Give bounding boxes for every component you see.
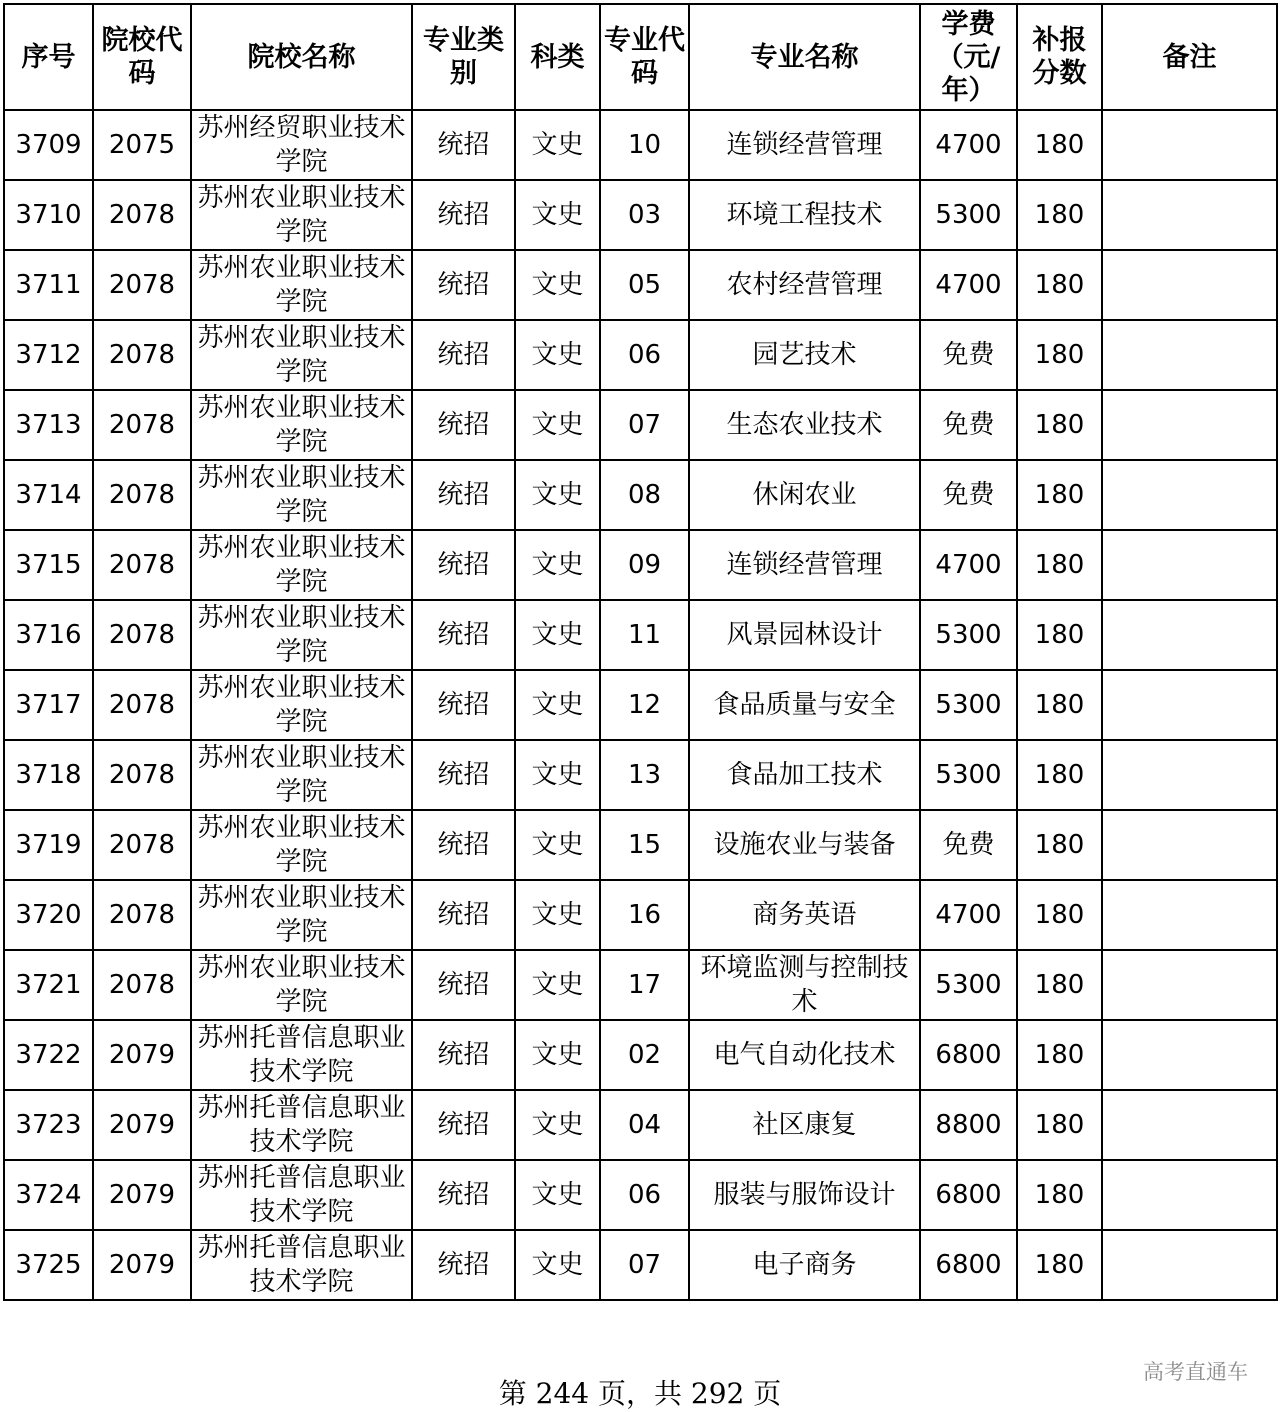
cell-remarks [1102, 1090, 1277, 1160]
cell-tuition: 4700 [920, 250, 1017, 320]
cell-major-code: 15 [600, 810, 689, 880]
cell-major-category: 统招 [412, 1090, 515, 1160]
cell-subject: 文史 [515, 320, 600, 390]
cell-score: 180 [1017, 810, 1102, 880]
cell-major-name: 连锁经营管理 [689, 530, 920, 600]
cell-remarks [1102, 810, 1277, 880]
cell-tuition: 免费 [920, 320, 1017, 390]
cell-school-name: 苏州农业职业技术学院 [191, 810, 412, 880]
cell-major-code: 08 [600, 460, 689, 530]
table-row [4, 390, 1277, 460]
cell-major-code: 02 [600, 1020, 689, 1090]
cell-seq: 3722 [4, 1020, 93, 1090]
cell-major-category: 统招 [412, 250, 515, 320]
cell-tuition: 5300 [920, 180, 1017, 250]
cell-seq: 3712 [4, 320, 93, 390]
cell-school-name: 苏州农业职业技术学院 [191, 320, 412, 390]
table-row [4, 880, 1277, 950]
cell-remarks [1102, 600, 1277, 670]
cell-school-name: 苏州经贸职业技术学院 [191, 110, 412, 180]
cell-major-code: 06 [600, 320, 689, 390]
cell-tuition: 6800 [920, 1020, 1017, 1090]
cell-tuition: 4700 [920, 110, 1017, 180]
cell-school-name: 苏州农业职业技术学院 [191, 180, 412, 250]
cell-school-name: 苏州农业职业技术学院 [191, 460, 412, 530]
cell-major-name: 连锁经营管理 [689, 110, 920, 180]
header-major-category: 专业类别 [412, 4, 515, 110]
cell-school-name: 苏州农业职业技术学院 [191, 950, 412, 1020]
cell-school-code: 2078 [93, 250, 191, 320]
cell-major-category: 统招 [412, 950, 515, 1020]
cell-school-code: 2079 [93, 1020, 191, 1090]
cell-school-name: 苏州农业职业技术学院 [191, 740, 412, 810]
table-row [4, 530, 1277, 600]
cell-tuition: 6800 [920, 1230, 1017, 1300]
cell-score: 180 [1017, 880, 1102, 950]
cell-school-name: 苏州农业职业技术学院 [191, 880, 412, 950]
header-remarks: 备注 [1102, 4, 1277, 110]
table-row [4, 1020, 1277, 1090]
table-body [4, 110, 1277, 1300]
table-row [4, 180, 1277, 250]
admissions-table [3, 3, 1278, 1301]
cell-subject: 文史 [515, 600, 600, 670]
cell-school-code: 2078 [93, 740, 191, 810]
cell-seq: 3717 [4, 670, 93, 740]
cell-major-code: 13 [600, 740, 689, 810]
cell-major-category: 统招 [412, 460, 515, 530]
cell-subject: 文史 [515, 250, 600, 320]
cell-major-category: 统招 [412, 670, 515, 740]
cell-seq: 3716 [4, 600, 93, 670]
cell-major-category: 统招 [412, 530, 515, 600]
cell-major-category: 统招 [412, 390, 515, 460]
cell-school-name: 苏州托普信息职业技术学院 [191, 1090, 412, 1160]
cell-remarks [1102, 740, 1277, 810]
cell-remarks [1102, 670, 1277, 740]
cell-school-code: 2078 [93, 600, 191, 670]
table-row [4, 460, 1277, 530]
cell-subject: 文史 [515, 110, 600, 180]
cell-school-code: 2078 [93, 810, 191, 880]
cell-school-code: 2078 [93, 180, 191, 250]
cell-major-category: 统招 [412, 110, 515, 180]
header-major-code: 专业代码 [600, 4, 689, 110]
cell-major-name: 环境工程技术 [689, 180, 920, 250]
cell-major-name: 服装与服饰设计 [689, 1160, 920, 1230]
cell-school-code: 2079 [93, 1090, 191, 1160]
cell-seq: 3710 [4, 180, 93, 250]
cell-remarks [1102, 110, 1277, 180]
cell-major-name: 生态农业技术 [689, 390, 920, 460]
cell-remarks [1102, 320, 1277, 390]
cell-remarks [1102, 880, 1277, 950]
cell-score: 180 [1017, 1090, 1102, 1160]
cell-tuition: 5300 [920, 950, 1017, 1020]
header-school-name: 院校名称 [191, 4, 412, 110]
cell-subject: 文史 [515, 1020, 600, 1090]
cell-major-code: 07 [600, 390, 689, 460]
cell-major-code: 05 [600, 250, 689, 320]
cell-major-name: 设施农业与装备 [689, 810, 920, 880]
cell-seq: 3715 [4, 530, 93, 600]
cell-score: 180 [1017, 530, 1102, 600]
cell-major-name: 风景园林设计 [689, 600, 920, 670]
cell-score: 180 [1017, 460, 1102, 530]
cell-major-code: 16 [600, 880, 689, 950]
cell-seq: 3713 [4, 390, 93, 460]
cell-remarks [1102, 390, 1277, 460]
cell-school-name: 苏州托普信息职业技术学院 [191, 1160, 412, 1230]
cell-major-category: 统招 [412, 1020, 515, 1090]
header-major-name: 专业名称 [689, 4, 920, 110]
cell-seq: 3719 [4, 810, 93, 880]
cell-major-category: 统招 [412, 880, 515, 950]
cell-school-code: 2078 [93, 390, 191, 460]
cell-school-name: 苏州托普信息职业技术学院 [191, 1230, 412, 1300]
cell-major-code: 09 [600, 530, 689, 600]
cell-tuition: 8800 [920, 1090, 1017, 1160]
cell-school-name: 苏州农业职业技术学院 [191, 670, 412, 740]
cell-remarks [1102, 530, 1277, 600]
cell-score: 180 [1017, 1160, 1102, 1230]
cell-major-code: 07 [600, 1230, 689, 1300]
table-row [4, 740, 1277, 810]
cell-score: 180 [1017, 320, 1102, 390]
cell-major-name: 园艺技术 [689, 320, 920, 390]
header-score: 补报分数 [1017, 4, 1102, 110]
cell-score: 180 [1017, 950, 1102, 1020]
cell-tuition: 免费 [920, 390, 1017, 460]
cell-school-name: 苏州托普信息职业技术学院 [191, 1020, 412, 1090]
cell-tuition: 6800 [920, 1160, 1017, 1230]
header-seq: 序号 [4, 4, 93, 110]
cell-subject: 文史 [515, 1160, 600, 1230]
table-row [4, 670, 1277, 740]
table-row [4, 110, 1277, 180]
cell-school-name: 苏州农业职业技术学院 [191, 250, 412, 320]
header-row [4, 4, 1277, 110]
cell-major-name: 食品质量与安全 [689, 670, 920, 740]
cell-subject: 文史 [515, 460, 600, 530]
cell-score: 180 [1017, 740, 1102, 810]
cell-major-code: 12 [600, 670, 689, 740]
cell-seq: 3721 [4, 950, 93, 1020]
cell-subject: 文史 [515, 740, 600, 810]
cell-subject: 文史 [515, 1090, 600, 1160]
cell-remarks [1102, 1160, 1277, 1230]
cell-major-name: 社区康复 [689, 1090, 920, 1160]
cell-seq: 3711 [4, 250, 93, 320]
cell-seq: 3718 [4, 740, 93, 810]
cell-remarks [1102, 1020, 1277, 1090]
cell-major-category: 统招 [412, 740, 515, 810]
cell-score: 180 [1017, 180, 1102, 250]
cell-school-code: 2078 [93, 460, 191, 530]
cell-subject: 文史 [515, 810, 600, 880]
cell-school-code: 2078 [93, 880, 191, 950]
cell-remarks [1102, 250, 1277, 320]
cell-school-code: 2079 [93, 1230, 191, 1300]
cell-subject: 文史 [515, 530, 600, 600]
cell-major-code: 04 [600, 1090, 689, 1160]
cell-school-code: 2075 [93, 110, 191, 180]
table-row [4, 1160, 1277, 1230]
cell-tuition: 5300 [920, 670, 1017, 740]
cell-remarks [1102, 180, 1277, 250]
table-row [4, 320, 1277, 390]
cell-remarks [1102, 460, 1277, 530]
cell-seq: 3725 [4, 1230, 93, 1300]
cell-major-category: 统招 [412, 1230, 515, 1300]
cell-score: 180 [1017, 600, 1102, 670]
cell-major-code: 10 [600, 110, 689, 180]
cell-school-code: 2078 [93, 530, 191, 600]
cell-score: 180 [1017, 1230, 1102, 1300]
cell-major-category: 统招 [412, 1160, 515, 1230]
cell-tuition: 4700 [920, 880, 1017, 950]
table-row [4, 600, 1277, 670]
cell-subject: 文史 [515, 1230, 600, 1300]
watermark: 高考直通车 [1143, 1360, 1248, 1384]
cell-score: 180 [1017, 1020, 1102, 1090]
page-number: 第 244 页，共 292 页 [498, 1377, 782, 1410]
cell-tuition: 4700 [920, 530, 1017, 600]
table-row [4, 250, 1277, 320]
cell-tuition: 5300 [920, 740, 1017, 810]
cell-major-code: 11 [600, 600, 689, 670]
cell-remarks [1102, 950, 1277, 1020]
cell-major-code: 03 [600, 180, 689, 250]
cell-major-category: 统招 [412, 320, 515, 390]
cell-subject: 文史 [515, 880, 600, 950]
cell-school-code: 2078 [93, 320, 191, 390]
cell-score: 180 [1017, 110, 1102, 180]
cell-major-category: 统招 [412, 600, 515, 670]
cell-seq: 3723 [4, 1090, 93, 1160]
cell-tuition: 免费 [920, 810, 1017, 880]
cell-major-name: 休闲农业 [689, 460, 920, 530]
cell-subject: 文史 [515, 390, 600, 460]
cell-seq: 3714 [4, 460, 93, 530]
cell-school-code: 2078 [93, 670, 191, 740]
table-row [4, 1090, 1277, 1160]
cell-remarks [1102, 1230, 1277, 1300]
cell-subject: 文史 [515, 950, 600, 1020]
cell-score: 180 [1017, 390, 1102, 460]
cell-school-code: 2079 [93, 1160, 191, 1230]
cell-school-code: 2078 [93, 950, 191, 1020]
cell-major-category: 统招 [412, 180, 515, 250]
table-row [4, 810, 1277, 880]
cell-major-name: 环境监测与控制技术 [689, 950, 920, 1020]
table-row [4, 1230, 1277, 1300]
cell-school-name: 苏州农业职业技术学院 [191, 530, 412, 600]
cell-major-category: 统招 [412, 810, 515, 880]
cell-major-name: 商务英语 [689, 880, 920, 950]
cell-subject: 文史 [515, 670, 600, 740]
cell-seq: 3709 [4, 110, 93, 180]
table-row [4, 950, 1277, 1020]
cell-school-name: 苏州农业职业技术学院 [191, 600, 412, 670]
cell-major-code: 17 [600, 950, 689, 1020]
cell-major-code: 06 [600, 1160, 689, 1230]
cell-major-name: 电子商务 [689, 1230, 920, 1300]
cell-score: 180 [1017, 670, 1102, 740]
header-subject: 科类 [515, 4, 600, 110]
cell-major-name: 电气自动化技术 [689, 1020, 920, 1090]
cell-major-name: 农村经营管理 [689, 250, 920, 320]
cell-tuition: 免费 [920, 460, 1017, 530]
cell-school-name: 苏州农业职业技术学院 [191, 390, 412, 460]
cell-subject: 文史 [515, 180, 600, 250]
cell-seq: 3724 [4, 1160, 93, 1230]
header-tuition: 学费（元/年） [920, 4, 1017, 110]
cell-major-name: 食品加工技术 [689, 740, 920, 810]
cell-tuition: 5300 [920, 600, 1017, 670]
cell-seq: 3720 [4, 880, 93, 950]
cell-score: 180 [1017, 250, 1102, 320]
header-school-code: 院校代码 [93, 4, 191, 110]
